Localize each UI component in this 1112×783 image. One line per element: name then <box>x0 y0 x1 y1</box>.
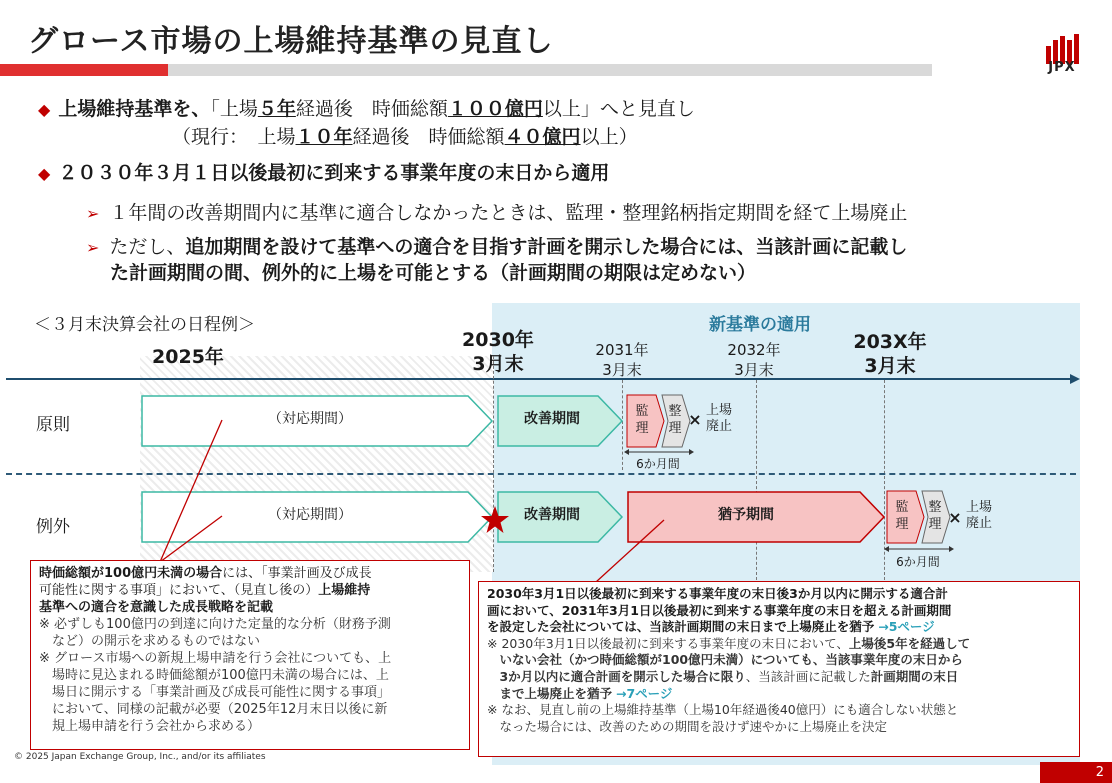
principle-6months-label: 6か月間 <box>636 457 680 471</box>
delist-line-1: 上場 <box>705 403 732 418</box>
delist-line-2: 廃止 <box>705 419 732 434</box>
seiri-char-2: 理 <box>928 517 942 532</box>
bullet-1-sub-years: １０年 <box>295 126 353 148</box>
note-right-n1-l1: ※ 2030年3月1日以後最初に到来する事業年度の末日において、 <box>487 635 849 651</box>
bullet-1-years: ５年 <box>257 98 296 120</box>
note-left-n2-l1: ※ グロース市場への新規上場申請を行う会社についても、上 <box>39 651 392 666</box>
note-left-l1: には、「事業計画及び成長 <box>222 566 372 581</box>
new-standard-label: 新基準の適用 <box>709 315 811 335</box>
exception-response-label: （対応期間） <box>268 507 352 523</box>
bullet-4-bold: 追加期間を設けて基準への適合を目指す計画を開示した場合には、当該計画に記載し <box>185 236 908 258</box>
note-left-n2-l5: 規上場申請を行う会社から求める） <box>39 719 261 734</box>
note-right-n1-l4-bold: まで上場廃止を猶予 <box>487 685 613 701</box>
arrow-bullet-icon: ➢ <box>86 238 100 257</box>
note-left <box>30 560 470 750</box>
row-label-exception: 例外 <box>36 517 70 537</box>
bullet-1-text: 「上場 <box>210 98 258 120</box>
principle-delist-x-icon: × <box>688 410 702 429</box>
seiri-char-1: 整 <box>928 500 942 515</box>
note-right-n2-l1: ※ なお、見直し前の上場維持基準（上場10年経過後40億円）にも適合しない状態と <box>487 702 959 718</box>
note-left-n1-l1: ※ 必ずしも100億円の到達に向けた定量的な分析（財務予測 <box>39 617 391 632</box>
row-label-principle: 原則 <box>36 415 70 435</box>
year-203x-year: 203X年 <box>853 331 927 353</box>
bullet-1-amount: １００億円 <box>447 98 543 120</box>
year-2032-year: 2032年 <box>727 341 781 359</box>
note-left-l2: 可能性に関する事項」において、（見直し後の） <box>39 583 319 598</box>
note-left-n2-l4: において、同様の記載が必要（2025年12月末日以後に新 <box>39 702 388 717</box>
link-page-7[interactable]: →7ページ <box>616 685 673 701</box>
year-203x-month: 3月末 <box>864 355 916 377</box>
kanri-char-2: 理 <box>635 421 649 436</box>
delist-line-1: 上場 <box>965 500 992 515</box>
kanri-char-1: 監 <box>635 404 649 419</box>
note-right-l2: 画において、2031年3月1日以後最初に到来する事業年度の末日を超える計画期間 <box>487 602 952 618</box>
diamond-bullet-icon: ◆ <box>38 164 51 183</box>
note-left-n2-l2: 場時に見込まれる時価総額が100億円未満の場合には、上 <box>39 668 389 683</box>
note-left-l2-bold: 上場維持 <box>318 583 371 598</box>
page-title: グロース市場の上場維持基準の見直し <box>28 24 554 59</box>
logo-text: JPX <box>1048 60 1076 75</box>
link-page-5[interactable]: →5ページ <box>878 619 935 635</box>
note-right <box>478 581 1080 757</box>
year-2025: 2025年 <box>152 346 224 368</box>
page-number: 2 <box>1040 762 1112 783</box>
schedule-label: ＜３月末決算会社の日程例＞ <box>34 315 255 335</box>
year-2032-month: 3月末 <box>734 361 774 379</box>
copyright: © 2025 Japan Exchange Group, Inc., and/or its affiliates <box>14 752 266 762</box>
bullet-1-sub-text: （現行： 上場 <box>172 126 296 148</box>
principle-response-label: （対応期間） <box>268 411 352 427</box>
bullet-4-text: ただし、 <box>109 236 186 258</box>
bullet-1-text: 経過後 時価総額 <box>295 98 448 120</box>
note-right-l3: を設定した会社については、当該計画期間の末日まで上場廃止を猶予 <box>487 619 875 635</box>
note-right-l1: 2030年3月1日以後最初に到来する事業年度の末日後3か月以内に開示する適合計 <box>487 586 948 601</box>
seiri-char-2: 理 <box>668 421 682 436</box>
note-right-n1-l3-bold: 3か月以内に適合計画を開示した場合に限り <box>487 668 746 684</box>
year-2030-month: 3月末 <box>472 353 524 375</box>
principle-improve-label: 改善期間 <box>524 411 580 427</box>
year-2030-year: 2030年 <box>462 329 534 351</box>
bullet-4-line2: た計画期間の間、例外的に上場を可能とする（計画期間の期限は定めない） <box>110 262 757 284</box>
exception-improve-label: 改善期間 <box>524 507 580 523</box>
arrow-bullet-icon: ➢ <box>86 204 100 223</box>
kanri-char-1: 監 <box>895 500 909 515</box>
exception-grace-label: 猶予期間 <box>718 507 774 523</box>
bullet-1-sub-text: 経過後 時価総額 <box>352 126 505 148</box>
exception-delist-x-icon: × <box>948 508 962 527</box>
year-2031-month: 3月末 <box>602 361 642 379</box>
bullet-1-lead: 上場維持基準を、 <box>58 98 211 120</box>
bullet-1-sub-text: 以上） <box>580 126 638 148</box>
bullet-1-sub-amount: ４０億円 <box>504 126 581 148</box>
diamond-bullet-icon: ◆ <box>38 100 51 119</box>
bullet-3-text: １年間の改善期間内に基準に適合しなかったときは、監理・整理銘柄指定期間を経て上場廃止 <box>109 202 908 224</box>
note-right-n2-l2: なった場合には、改善のための期間を設けず速やかに上場廃止を決定 <box>487 718 888 734</box>
exception-6months-label: 6か月間 <box>896 555 940 569</box>
year-2031-year: 2031年 <box>595 341 649 359</box>
note-right-n1-l2: いない会社（かつ時価総額が100億円未満）についても、当該事業年度の末日から <box>487 652 963 668</box>
note-left-n1-l2: など）の開示を求めるものではない <box>39 634 261 649</box>
note-right-n1-l3: 、当該計画に記載した <box>745 668 871 684</box>
bullet-1-text: 以上」へと見直し <box>542 98 695 120</box>
seiri-char-1: 整 <box>668 404 682 419</box>
note-left-l1-bold: 時価総額が100億円未満の場合 <box>39 566 223 581</box>
kanri-char-2: 理 <box>895 517 909 532</box>
note-right-n1-l1-bold: 上場後5年を経過して <box>848 635 971 651</box>
note-right-n1-l3-bold2: 計画期間の末日 <box>870 668 959 684</box>
delist-line-2: 廃止 <box>965 516 992 531</box>
note-left-n2-l3: 場日に開示する「事業計画及び成長可能性に関する事項」 <box>39 685 391 700</box>
bullet-2-text: ２０３０年３月１日以後最初に到来する事業年度の末日から適用 <box>58 162 610 184</box>
note-left-l3-bold: 基準への適合を意識した成長戦略を記載 <box>39 600 274 615</box>
